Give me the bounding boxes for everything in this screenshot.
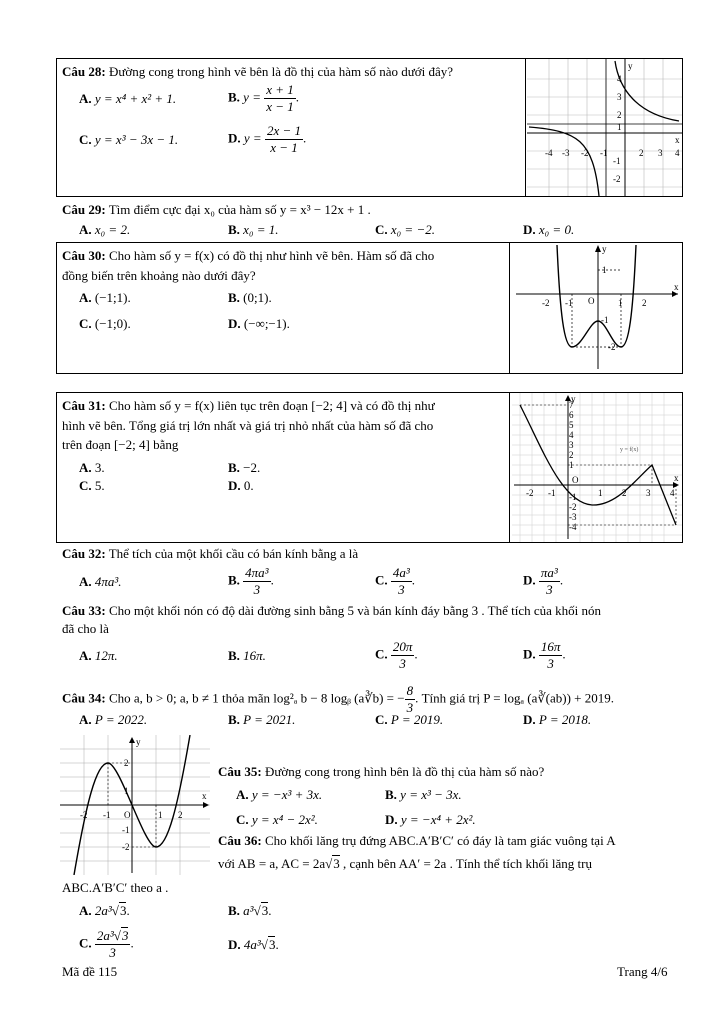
svg-text:3: 3: [658, 148, 663, 158]
q36-text: Câu 36: Cho khối lăng trụ đứng ABC.A′B′C′ có đáy là tam giác vuông tại A: [218, 833, 616, 848]
q35-graph-xticks: [80, 810, 183, 820]
q30-graph-xticks: [542, 296, 647, 308]
q34-option-a: A. P = 2022.: [79, 712, 148, 727]
svg-text:2: 2: [642, 298, 647, 308]
q30-option-c: C. (−1;0).: [79, 316, 131, 331]
svg-text:O: O: [588, 296, 595, 306]
svg-text:4: 4: [675, 148, 680, 158]
svg-text:4: 4: [670, 488, 675, 498]
q30-graph-xlabel: x: [674, 282, 679, 292]
svg-text:2: 2: [617, 110, 622, 120]
q33-text-2: đã cho là: [62, 621, 109, 636]
q36-option-c: C. $\frac{\text{2a³√3}}{3}$ .: [79, 928, 134, 960]
svg-text:-1: -1: [103, 810, 111, 820]
q33-option-b: B. 16π.: [228, 648, 266, 663]
q31-option-a: A. 3.: [79, 460, 105, 475]
svg-text:1: 1: [617, 122, 622, 132]
q30-graph: [512, 243, 682, 373]
q35-text: Câu 35: Đường cong trong hình bên là đồ thị của hàm số nào?: [218, 764, 545, 779]
svg-text:-1: -1: [569, 492, 577, 502]
q31-graph-ylabel: y: [571, 394, 576, 404]
q28-text: Câu 28: Đường cong trong hình vẽ bên là đồ thị của hàm số nào dưới đây?: [62, 64, 454, 79]
svg-text:4: 4: [617, 74, 622, 84]
svg-text:1: 1: [598, 488, 603, 498]
svg-text:-1: -1: [601, 315, 609, 325]
q29-text: Câu 29: Tìm điểm cực đại x₀ của hàm số y = x³ − 12x + 1 .: [62, 202, 371, 217]
q35-graph-xlabel: x: [202, 791, 207, 801]
q35-graph-ylabel: y: [136, 737, 141, 747]
svg-text:-1: -1: [613, 156, 621, 166]
svg-text:-2: -2: [613, 174, 621, 184]
q31-text-3: trên đoạn [−2; 4] bằng: [62, 437, 179, 452]
q31-option-b: B. −2.: [228, 460, 261, 475]
svg-text:3: 3: [646, 488, 651, 498]
q35-graph: [60, 735, 210, 875]
q32-option-c: C. $\frac{\text{4a³}}{3}$ .: [375, 565, 416, 597]
svg-text:1: 1: [618, 298, 623, 308]
svg-text:-1: -1: [565, 298, 573, 308]
svg-text:-2: -2: [526, 488, 534, 498]
svg-text:2: 2: [569, 450, 574, 460]
q31-text-2: hình vẽ bên. Tổng giá trị lớn nhất và giá trị nhỏ nhất của hàm số đã cho: [62, 418, 434, 433]
q36-option-d: D. 4a³√3.: [228, 937, 279, 952]
q36-option-b: B. a³√3.: [228, 903, 272, 918]
q31-graph-curve-label: y = f(x): [620, 447, 639, 453]
svg-text:-3: -3: [562, 148, 570, 158]
svg-text:2: 2: [622, 488, 627, 498]
svg-text:1: 1: [158, 810, 163, 820]
svg-text:2: 2: [178, 810, 183, 820]
svg-text:2: 2: [639, 148, 644, 158]
q30-option-a: A. (−1;1).: [79, 290, 131, 305]
q36-option-a: A. 2a³√3.: [79, 903, 130, 918]
svg-text:-2: -2: [80, 810, 88, 820]
q28-graph-xlabel: x: [675, 135, 680, 145]
q31-graph-xticks: [526, 488, 675, 498]
q31-graph: [512, 393, 682, 542]
q30-text: Câu 30: Cho hàm số y = f(x) có đồ thị như hình vẽ bên. Hàm số đã cho: [62, 248, 435, 263]
q28-option-a: A. y = x⁴ + x² + 1.: [79, 91, 177, 106]
svg-text:3: 3: [617, 92, 622, 102]
svg-text:5: 5: [569, 420, 574, 430]
svg-text:-2: -2: [581, 148, 589, 158]
svg-text:O: O: [124, 810, 131, 820]
q35-option-c: C. y = x⁴ − 2x².: [236, 812, 318, 827]
svg-text:1: 1: [602, 265, 607, 275]
q28-option-c: C. y = x³ − 3x − 1.: [79, 132, 179, 147]
q28-option-b: B. y = $\frac{x + 1}{x - 1}$ .: [228, 82, 300, 114]
q35-option-d: D. y = −x⁴ + 2x².: [385, 812, 476, 827]
svg-text:-2: -2: [569, 502, 577, 512]
svg-text:-1: -1: [600, 148, 608, 158]
q32-option-a: A. 4πa³.: [79, 574, 122, 589]
q28-graph-yticks: [613, 74, 622, 184]
q36-text-3: ABC.A′B′C′ theo a .: [62, 880, 169, 895]
q34-option-d: D. P = 2018.: [523, 712, 592, 727]
q31-graph-origin: O: [572, 475, 579, 485]
svg-text:3: 3: [569, 440, 574, 450]
q32-option-d: D. $\frac{\text{πa³}}{3}$ .: [523, 565, 564, 597]
svg-text:1: 1: [569, 460, 574, 470]
q35-option-a: A. y = −x³ + 3x.: [236, 787, 323, 802]
svg-text:4: 4: [569, 430, 574, 440]
q30-text-2: đồng biến trên khoảng nào dưới đây?: [62, 268, 256, 283]
svg-text:1: 1: [124, 786, 129, 796]
q33-text: Câu 33: Cho một khối nón có độ dài đường sinh bằng 5 và bán kính đáy bằng 3 . Thể tích của khối nón: [62, 603, 602, 618]
svg-text:-4: -4: [545, 148, 553, 158]
svg-text:-2: -2: [542, 298, 550, 308]
q31-option-c: C. 5.: [79, 478, 105, 493]
svg-text:-2: -2: [608, 342, 616, 352]
svg-text:7: 7: [569, 400, 574, 410]
svg-text:6: 6: [569, 410, 574, 420]
q34-text: Câu 34: Cho a, b > 0; a, b ≠ 1 thỏa mãn log²ₐ b − 8 logᵦ (a∛b) = − $\frac{8}{3}$ . Tính giá trị P = logₐ (a∛(ab)) + 2019.: [62, 683, 615, 715]
svg-text:-1: -1: [122, 825, 130, 835]
q34-option-c: C. P = 2019.: [375, 712, 444, 727]
q34-option-b: B. P = 2021.: [228, 712, 296, 727]
q28-graph: [527, 59, 682, 196]
q29-option-b: B. x₀ = 1.: [228, 222, 279, 237]
q33-option-a: A. 12π.: [79, 648, 118, 663]
svg-text:-1: -1: [548, 488, 556, 498]
q28-option-d: D. y = $\frac{2x - 1}{x - 1}$ .: [228, 123, 307, 155]
q29-option-d: D. x₀ = 0.: [523, 222, 575, 237]
q29-option-a: A. x₀ = 2.: [79, 222, 131, 237]
q30-option-b: B. (0;1).: [228, 290, 272, 305]
svg-text:-3: -3: [569, 512, 577, 522]
q29-option-c: C. x₀ = −2.: [375, 222, 435, 237]
q30-graph-ylabel: y: [602, 244, 607, 254]
q28-graph-ylabel: y: [628, 61, 633, 71]
q35-option-b: B. y = x³ − 3x.: [385, 787, 462, 802]
q33-option-c: C. $\frac{20\pi}{3}$ .: [375, 639, 418, 671]
q31-graph-yticks: [569, 400, 577, 532]
svg-text:-4: -4: [569, 522, 577, 532]
svg-text:2: 2: [124, 758, 129, 768]
footer-page-number: Trang 4/6: [617, 964, 668, 979]
q32-text: Câu 32: Thể tích của một khối cầu có bán kính bằng a là: [62, 546, 359, 561]
q32-option-b: B. $\frac{\text{4πa³}}{3}$ .: [228, 565, 274, 597]
q33-option-d: D. $\frac{16\pi}{3}$ .: [523, 639, 566, 671]
svg-text:-2: -2: [122, 842, 130, 852]
footer-exam-code: Mã đề 115: [62, 964, 118, 979]
q31-text: Câu 31: Cho hàm số y = f(x) liên tục trên đoạn [−2; 4] và có đồ thị như: [62, 398, 435, 413]
q31-graph-xlabel: x: [674, 473, 679, 483]
q30-option-d: D. (−∞;−1).: [228, 316, 290, 331]
q31-option-d: D. 0.: [228, 478, 254, 493]
q36-text-2: với AB = a, AC = 2a√3 , cạnh bên AA′ = 2a . Tính thể tích khối lăng trụ: [218, 856, 592, 871]
